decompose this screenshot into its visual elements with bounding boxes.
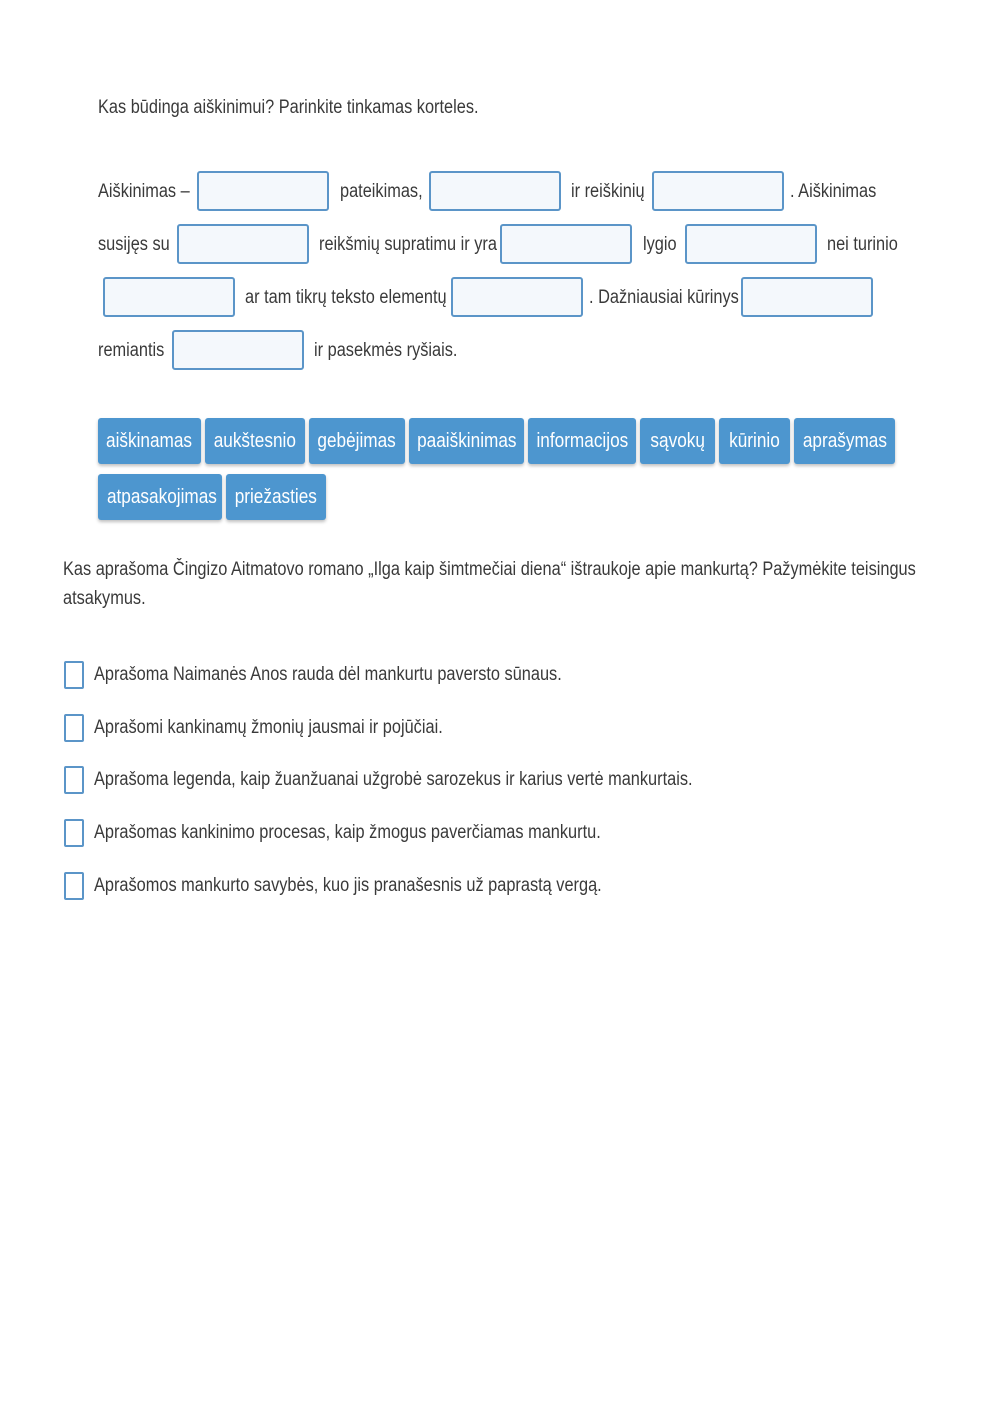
option-label[interactable]: Aprašomos mankurto savybės, kuo jis pranašesnis už paprastą vergą.: [94, 875, 602, 896]
drop-slot-7[interactable]: [103, 277, 235, 317]
drop-slot-5[interactable]: [500, 224, 632, 264]
q1-text-segment: Aiškinimas –: [98, 181, 190, 202]
answer-card[interactable]: aukštesnio: [205, 418, 305, 464]
q1-text-segment: remiantis: [98, 340, 165, 361]
option-label[interactable]: Aprašomi kankinamų žmonių jausmai ir pojūčiai.: [94, 717, 443, 738]
q1-text-segment: . Dažniausiai kūrinys: [589, 287, 739, 308]
option-checkbox[interactable]: [64, 819, 84, 847]
answer-card[interactable]: priežasties: [226, 474, 326, 520]
answer-card[interactable]: gebėjimas: [309, 418, 405, 464]
drop-slot-8[interactable]: [451, 277, 583, 317]
drop-slot-3[interactable]: [652, 171, 784, 211]
answer-card[interactable]: atpasakojimas: [98, 474, 222, 520]
option-checkbox[interactable]: [64, 714, 84, 742]
q2-prompt-line2: atsakymus.: [63, 588, 146, 609]
option-checkbox[interactable]: [64, 872, 84, 900]
q1-text-segment: ir reiškinių: [571, 181, 645, 202]
q1-prompt: Kas būdinga aiškinimui? Parinkite tinkamas korteles.: [98, 97, 479, 118]
option-checkbox[interactable]: [64, 766, 84, 794]
option-label[interactable]: Aprašomas kankinimo procesas, kaip žmogus paverčiamas mankurtu.: [94, 822, 601, 843]
drop-slot-4[interactable]: [177, 224, 309, 264]
q1-text-segment: reikšmių supratimu ir yra: [319, 234, 497, 255]
drop-slot-6[interactable]: [685, 224, 817, 264]
q1-text-segment: . Aiškinimas: [790, 181, 877, 202]
option-checkbox[interactable]: [64, 661, 84, 689]
q2-prompt-line1: Kas aprašoma Čingizo Aitmatovo romano „Ilga kaip šimtmečiai diena“ ištraukoje apie mankurtą? Pažymėkite teisingus: [63, 559, 916, 580]
drop-slot-9[interactable]: [741, 277, 873, 317]
q1-text-segment: nei turinio: [827, 234, 898, 255]
answer-card[interactable]: paaiškinimas: [409, 418, 524, 464]
option-label[interactable]: Aprašoma legenda, kaip žuanžuanai užgrobė sarozekus ir karius vertė mankurtais.: [94, 769, 693, 790]
q1-text-segment: ar tam tikrų teksto elementų: [245, 287, 447, 308]
drop-slot-10[interactable]: [172, 330, 304, 370]
option-label[interactable]: Aprašoma Naimanės Anos rauda dėl mankurtu paversto sūnaus.: [94, 664, 562, 685]
drop-slot-2[interactable]: [429, 171, 561, 211]
q1-text-segment: susijęs su: [98, 234, 170, 255]
answer-card[interactable]: aiškinamas: [98, 418, 201, 464]
answer-card[interactable]: kūrinio: [719, 418, 790, 464]
answer-card[interactable]: aprašymas: [794, 418, 895, 464]
q1-text-segment: lygio: [643, 234, 677, 255]
answer-card[interactable]: sąvokų: [640, 418, 715, 464]
q1-text-segment: ir pasekmės ryšiais.: [314, 340, 458, 361]
drop-slot-1[interactable]: [197, 171, 329, 211]
answer-card[interactable]: informacijos: [528, 418, 636, 464]
q1-text-segment: pateikimas,: [340, 181, 423, 202]
